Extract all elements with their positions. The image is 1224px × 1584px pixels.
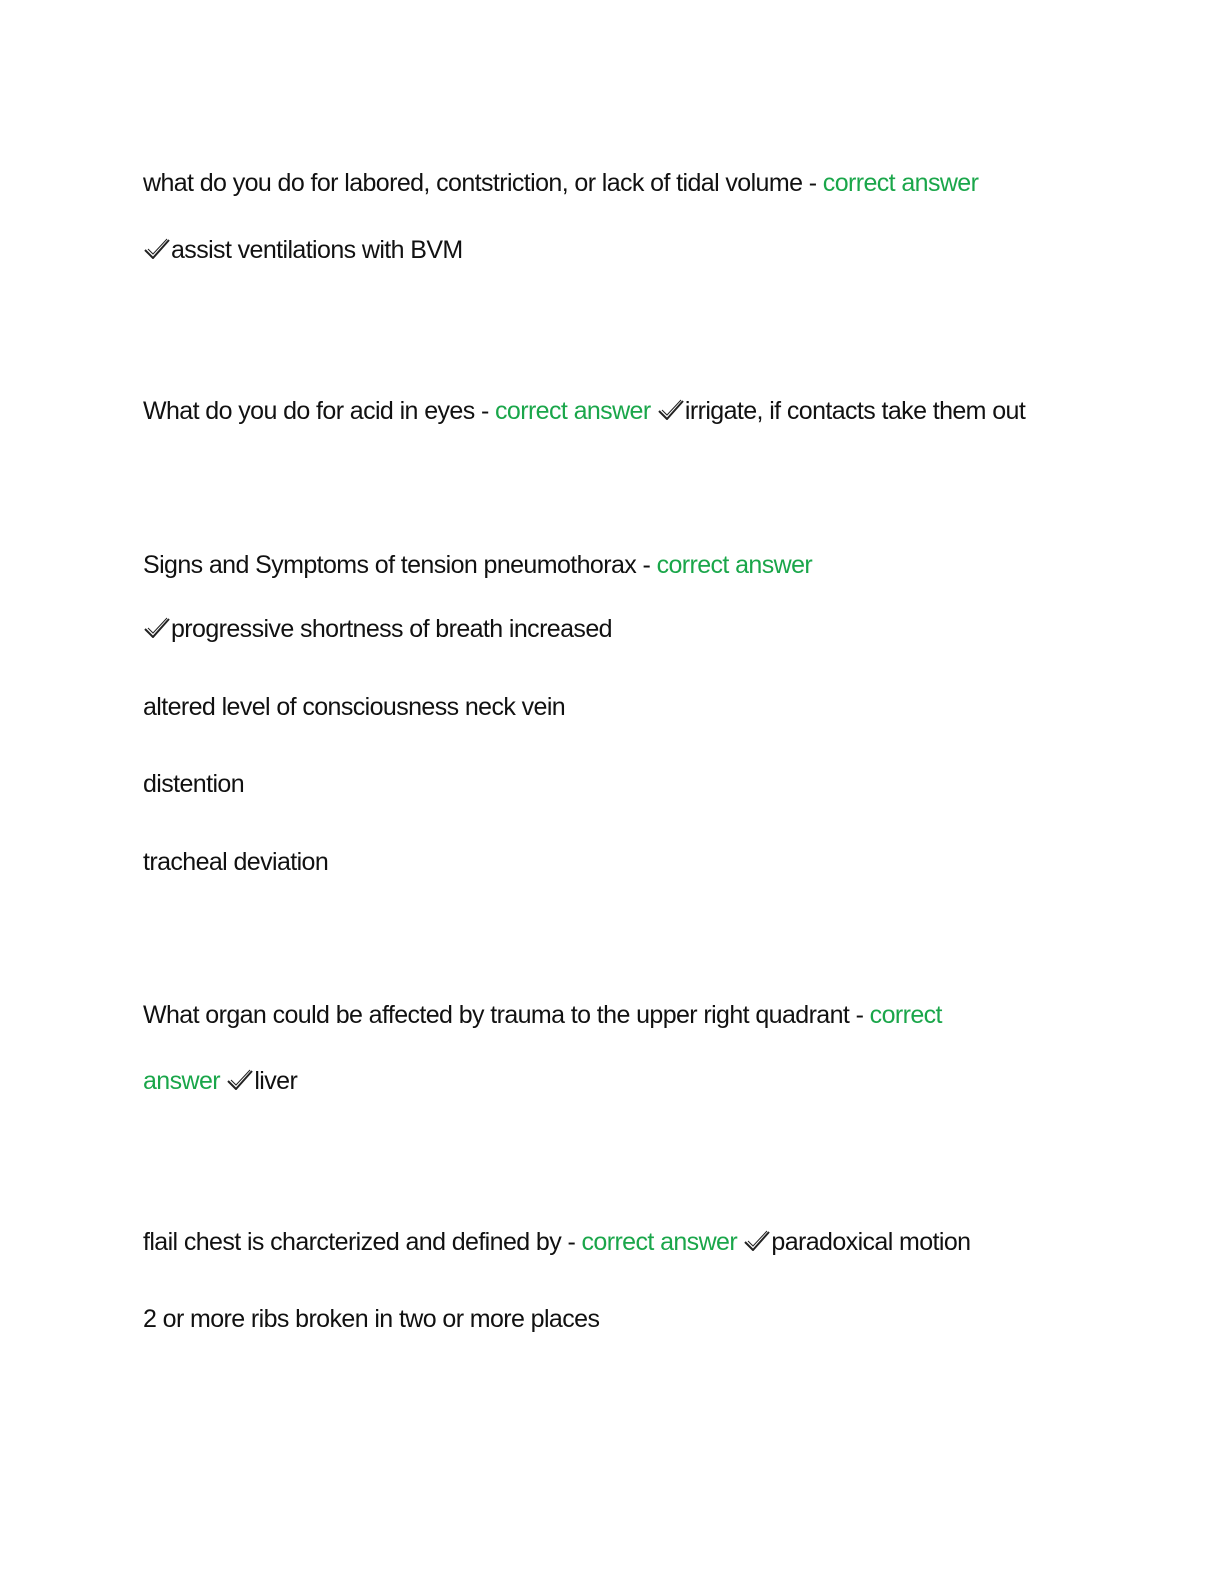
question-text: What organ could be affected by trauma to the upper right quadrant - [143,1001,870,1029]
check-icon [143,616,171,640]
check-icon [143,237,171,261]
answer-text: paradoxical motion [771,1228,971,1256]
check-icon [657,398,685,422]
check-icon [226,1068,254,1092]
correct-answer-label: correct answer [822,169,979,197]
answer-text: liver [254,1067,298,1095]
correct-label-part: correct [869,1001,942,1029]
answer-text: progressive shortness of breath increased [171,615,612,643]
answer-1 [143,234,463,266]
answer-text: irrigate, if contacts take them out [684,397,1026,425]
check-icon [743,1229,771,1253]
question-text: what do you do for labored, contstriction, or lack of tidal volume - [143,169,823,197]
correct-answer-label: correct answer [495,397,651,425]
question-text: Signs and Symptoms of tension pneumothorax - [143,551,657,579]
answer-text: assist ventilations with BVM [171,236,463,264]
question-2 [143,395,1025,427]
question-text: What do you do for acid in eyes - [143,397,496,425]
answer-label-part: answer [143,1067,227,1095]
answer-3 [143,613,612,645]
answer-3-line-4: tracheal deviation [143,848,329,876]
correct-answer-label: correct answer [581,1228,738,1256]
answer-4 [143,1065,297,1097]
question-1 [143,167,978,199]
question-text: flail chest is charcterized and defined by - [143,1228,582,1256]
answer-5-line-2: 2 or more ribs broken in two or more places [143,1305,600,1333]
question-5 [143,1226,970,1258]
answer-3-line-2: altered level of consciousness neck vein [143,693,566,721]
answer-3-line-3: distention [143,770,245,798]
correct-answer-label: correct answer [656,551,813,579]
question-4 [143,999,942,1031]
question-3 [143,549,812,581]
